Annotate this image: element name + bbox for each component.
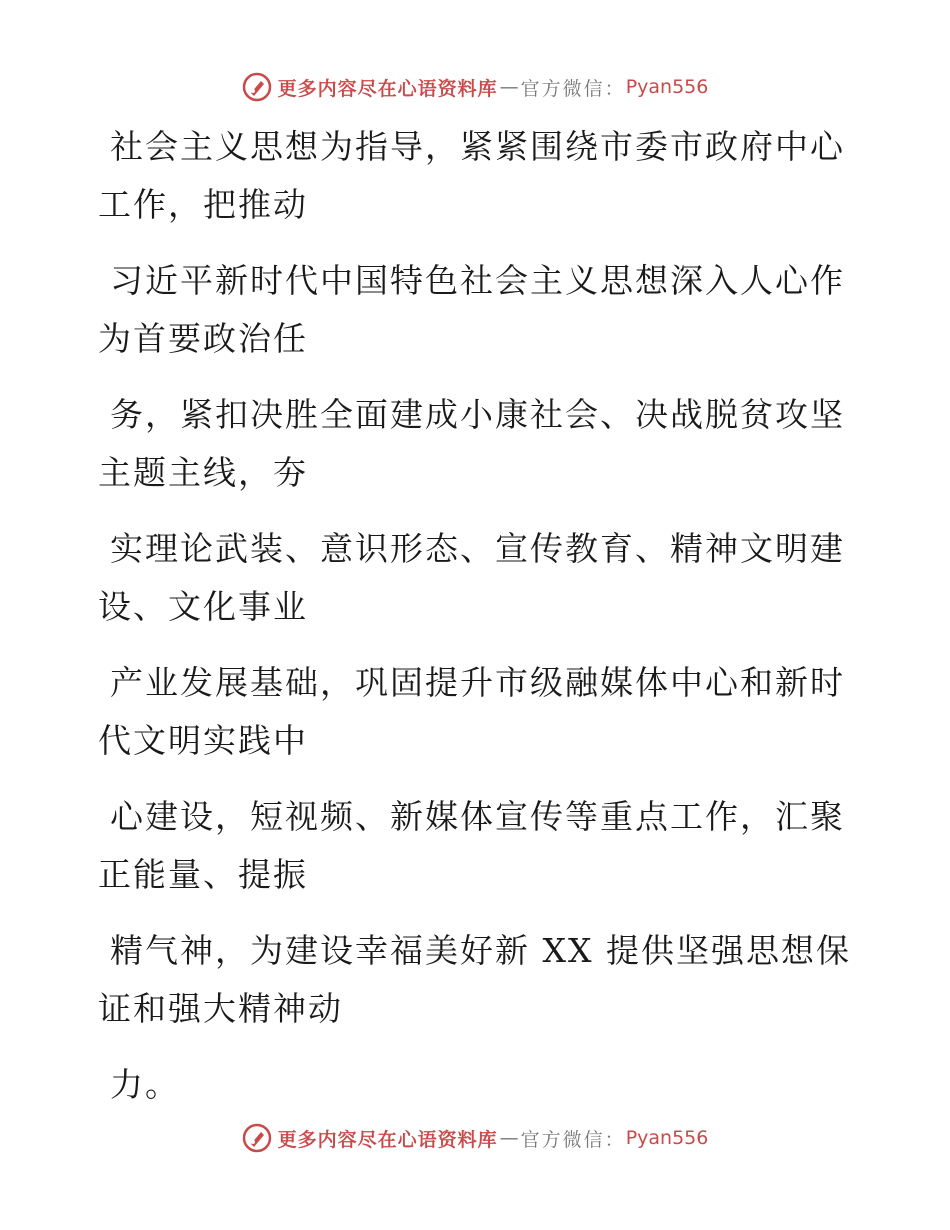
watermark-official-text: 官方微信： [520, 1128, 626, 1151]
line-part-1: 实理论武装、意识形态、宣传教育、精神文明建 [110, 529, 845, 568]
line-part-2: 正能量、提振 [98, 855, 308, 894]
line-part-1: 社会主义思想为指导，紧紧围绕市委市政府中心 [110, 127, 845, 166]
line-part-2: 证和强大精神动 [98, 989, 343, 1028]
line-part-2: 设、文化事业 [98, 587, 308, 626]
line-part-1: 产业发展基础，巩固提升市级融媒体中心和新时 [110, 663, 845, 702]
paragraph-line [98, 520, 845, 636]
red-seal-pen-icon [242, 1123, 272, 1153]
paragraph-line [98, 654, 845, 770]
watermark-official-text: 官方微信： [520, 77, 626, 100]
paragraph-line [98, 118, 845, 234]
line-part-2: 代文明实践中 [98, 721, 308, 760]
line-part-1: 务，紧扣决胜全面建成小康社会、决战脱贫攻坚 [110, 395, 845, 434]
watermark-separator: — [499, 76, 519, 98]
line-part-2: 为首要政治任 [98, 319, 308, 358]
paragraph-line [98, 1056, 838, 1114]
watermark-id-text: Pyan556 [625, 76, 709, 98]
paragraph-line [98, 788, 845, 904]
watermark-main-text: 更多内容尽在心语资料库 [277, 1128, 498, 1151]
footer-watermark [0, 1123, 950, 1153]
line-part-1: 精气神，为建设幸福美好新 XX 提供坚强思想保 [110, 931, 851, 970]
paragraph-line [98, 252, 845, 368]
watermark-id-text: Pyan556 [625, 1127, 709, 1149]
header-watermark [0, 72, 950, 102]
watermark-main-text: 更多内容尽在心语资料库 [277, 77, 498, 100]
line-part-1: 心建设，短视频、新媒体宣传等重点工作，汇聚 [110, 797, 845, 836]
line-part-1: 习近平新时代中国特色社会主义思想深入人心作 [110, 261, 845, 300]
paragraph-line [98, 386, 845, 502]
paragraph-line [98, 922, 851, 1038]
line-part-2: 主题主线，夯 [98, 453, 308, 492]
red-seal-pen-icon [242, 72, 272, 102]
line-part-1: 力。 [110, 1065, 180, 1104]
line-part-2: 工作，把推动 [98, 185, 308, 224]
watermark-separator: — [499, 1127, 519, 1149]
document-body [98, 118, 851, 1132]
